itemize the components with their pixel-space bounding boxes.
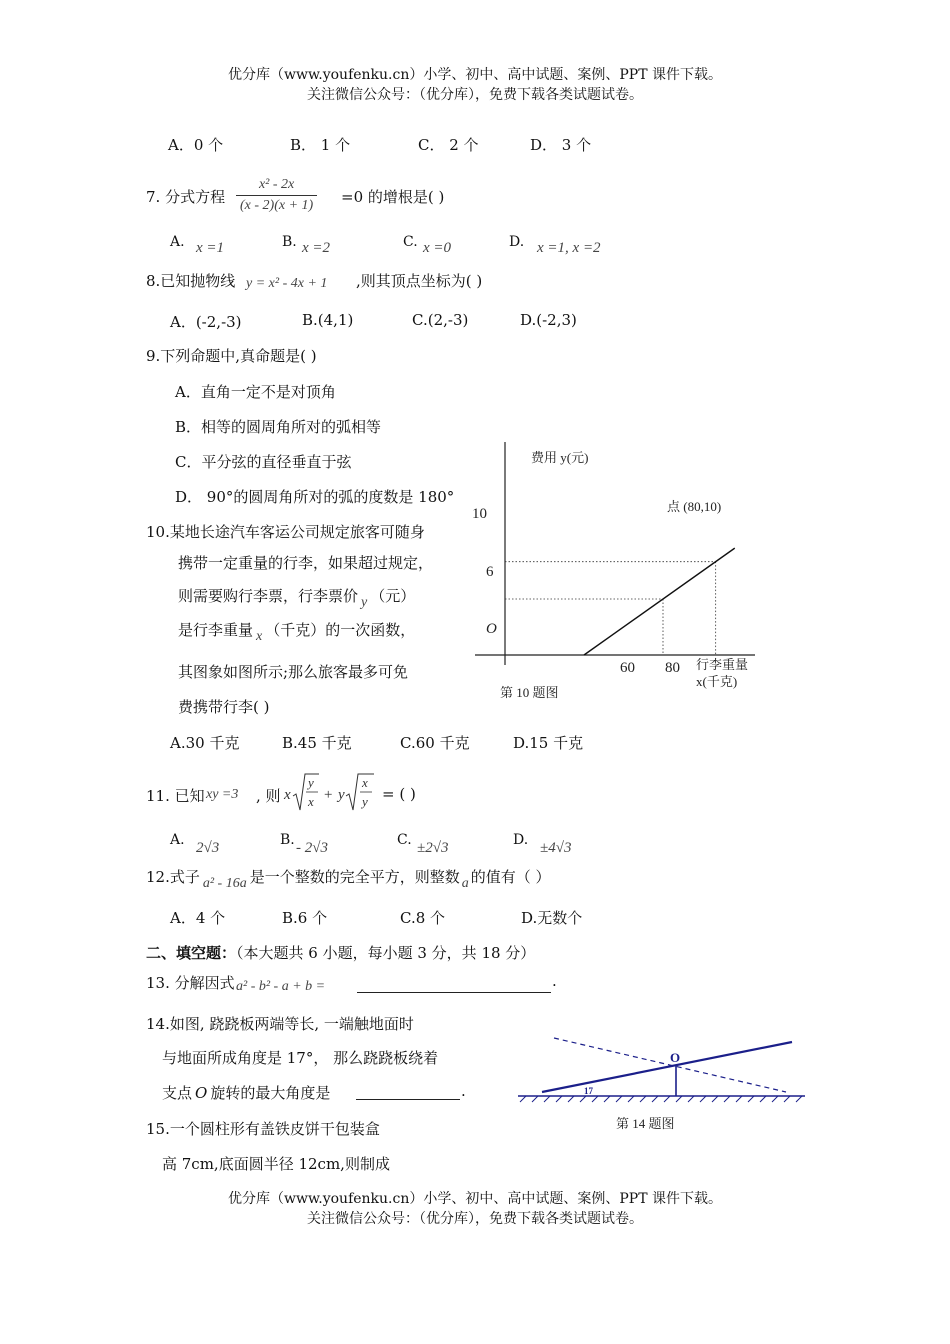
q13-prefix: 13. 分解因式	[146, 974, 235, 992]
q14-var-o: O	[195, 1084, 208, 1102]
q10-graph	[470, 440, 770, 700]
q12-option-a: A．4 个	[170, 909, 226, 927]
q11-frac2-num: x	[362, 775, 368, 790]
q8-formula: y = x² - 4x + 1	[246, 276, 328, 291]
q10-origin-label: O	[486, 621, 497, 637]
header-line-1: 优分库（www.youfenku.cn）小学、初中、高中试题、案例、PPT 课件下载。	[227, 67, 722, 83]
q12-suffix: 的值有（ ）	[470, 868, 551, 886]
q11-value-b: - 2√3	[296, 840, 328, 856]
q7-numerator: x² - 2x	[236, 175, 317, 196]
q14-line-3-b: 旋转的最大角度是	[210, 1084, 331, 1102]
q7-value-a: x =1	[196, 240, 225, 256]
q12-option-d: D.无数个	[521, 909, 583, 927]
q10-var-x: x	[256, 629, 263, 644]
q10-function-line	[584, 548, 735, 655]
q10-line-4-unit: （千克）的一次函数，	[265, 621, 416, 639]
q10-line-3	[178, 585, 416, 610]
q10-option-c: C.60 千克	[400, 734, 470, 752]
q11-radical-expression	[282, 770, 378, 816]
q9-option-b: B．相等的圆周角所对的弧相等	[175, 418, 382, 436]
q12-expr: a² - 16a	[202, 876, 247, 891]
q10-line-1: 10.某地长途汽车客运公司规定旅客可随身	[146, 523, 425, 541]
q10-x-axis-label-2: x(千克)	[696, 674, 738, 689]
q10-line-3-unit: （元）	[370, 587, 416, 605]
q10-y-axis-label: 费用 y(元)	[531, 450, 589, 465]
q15-line-1: 15.一个圆柱形有盖铁皮饼干包装盒	[146, 1120, 380, 1138]
q7-denominator: (x - 2)(x + 1)	[240, 198, 314, 213]
q13-expr: a² - b² - a + b =	[236, 979, 326, 994]
q8-option-a: A．(-2,-3)	[170, 313, 242, 331]
q11-letter-a: A.	[170, 832, 185, 848]
q11-prefix: 11. 已知	[146, 787, 205, 805]
q6-option-a: A．0 个	[168, 136, 224, 154]
q14-board-solid	[542, 1042, 792, 1092]
q7-prefix: 7. 分式方程	[146, 188, 226, 206]
q10-line-4	[178, 619, 416, 644]
q10-option-a: A.30 千克	[170, 734, 240, 752]
q11-letter-d: D.	[513, 832, 529, 848]
q12-option-c: C.8 个	[400, 909, 446, 927]
q12-prefix: 12.式子	[146, 868, 200, 886]
q11-value-c: ±2√3	[417, 840, 449, 856]
q7-value-c: x =0	[423, 240, 452, 256]
q14-pivot-label: O	[670, 1050, 681, 1065]
q10-option-b: B.45 千克	[282, 734, 352, 752]
q6-option-b: B． 1 个	[290, 136, 351, 154]
q10-line-4-text: 是行李重量	[178, 621, 254, 639]
q14-end: .	[461, 1082, 466, 1100]
q7-letter-d: D.	[509, 234, 525, 250]
q13-end: .	[552, 972, 557, 990]
q15-line-2: 高 7cm,底面圆半径 12cm,则制成	[162, 1155, 390, 1173]
q8-prefix: 8.已知抛物线	[146, 272, 236, 290]
section2-heading	[146, 942, 535, 963]
q12-line	[146, 866, 551, 891]
q11-value-a: 2√3	[196, 840, 220, 856]
q14-angle-label: 17	[584, 1086, 593, 1096]
q9-option-a: A．直角一定不是对顶角	[175, 383, 336, 401]
q9-stem: 9.下列命题中,真命题是( )	[146, 347, 317, 365]
footer-line-2: 关注微信公众号：（优分库），免费下载各类试题试卷。	[307, 1211, 643, 1227]
q14-line-3	[162, 1082, 330, 1103]
q10-tick-10: 10	[472, 506, 487, 522]
q7-value-b: x =2	[302, 240, 331, 256]
footer-line-1: 优分库（www.youfenku.cn）小学、初中、高中试题、案例、PPT 课件下载。	[227, 1191, 722, 1207]
q10-tick-60: 60	[620, 660, 635, 676]
q12-mid: 是一个整数的完全平方，则整数	[249, 868, 460, 886]
q10-caption: 第 10 题图	[500, 685, 559, 700]
q7-value-d: x =1, x =2	[537, 240, 601, 256]
q14-seesaw-figure	[510, 1030, 810, 1140]
q11-frac2-den: y	[362, 794, 368, 809]
q13-answer-blank	[357, 990, 551, 993]
q7-letter-c: C.	[403, 234, 418, 250]
q6-option-d: D． 3 个	[530, 136, 592, 154]
q10-var-y: y	[361, 595, 368, 610]
q7-letter-a: A.	[170, 234, 185, 250]
q11-x-coef: x	[284, 787, 291, 803]
q14-line-1: 14.如图, 跷跷板两端等长, 一端触地面时	[146, 1015, 414, 1033]
q8-option-d: D.(-2,3)	[520, 311, 577, 329]
header-line-2: 关注微信公众号：（优分库），免费下载各类试题试卷。	[307, 87, 643, 103]
q12-var: a	[461, 876, 469, 891]
q14-board-dashed	[554, 1038, 786, 1092]
q11-letter-c: C.	[397, 832, 412, 848]
q14-ground-hatch	[520, 1096, 802, 1102]
q11-y-coef: y	[338, 787, 345, 803]
section2-note: （本大题共 6 小题，每小题 3 分，共 18 分）	[236, 944, 536, 962]
q11-frac1-den: x	[308, 794, 314, 809]
q7-fraction	[236, 175, 317, 216]
q10-line-5: 其图象如图所示;那么旅客最多可免	[178, 663, 409, 681]
q10-point-label: 点 (80,10)	[667, 499, 722, 514]
q14-line-3-a: 支点	[162, 1084, 193, 1102]
q9-option-d: D． 90°的圆周角所对的弧的度数是 180°	[175, 488, 455, 506]
q11-frac1-num: y	[308, 775, 314, 790]
q10-line-2: 携带一定重量的行李，如果超过规定，	[178, 554, 434, 572]
q8-suffix: ,则其顶点坐标为( )	[356, 272, 483, 290]
q11-plus: +	[324, 787, 333, 803]
q7-suffix: =0 的增根是( )	[341, 188, 445, 206]
q11-suffix: = ( )	[382, 785, 416, 803]
q6-option-c: C． 2 个	[418, 136, 479, 154]
q7-letter-b: B.	[282, 234, 297, 250]
q14-answer-blank	[356, 1097, 460, 1100]
q11-mid: , 则	[256, 787, 281, 805]
q10-tick-6: 6	[486, 564, 494, 580]
q14-caption: 第 14 题图	[616, 1116, 675, 1131]
q10-line-6: 费携带行李( )	[178, 698, 270, 716]
section2-title: 二、填空题：	[146, 944, 237, 962]
q10-line-3-text: 则需要购行李票，行李票价	[178, 587, 359, 605]
q12-option-b: B.6 个	[282, 909, 328, 927]
q10-tick-80: 80	[665, 660, 680, 676]
q11-letter-b: B.	[280, 832, 295, 848]
q10-option-d: D.15 千克	[513, 734, 584, 752]
q8-option-b: B.(4,1)	[302, 311, 354, 329]
q11-given: xy =3	[206, 787, 239, 802]
q14-line-2: 与地面所成角度是 17°， 那么跷跷板绕着	[162, 1049, 439, 1067]
q9-option-c: C．平分弦的直径垂直于弦	[175, 453, 352, 471]
q10-x-axis-label-1: 行李重量	[696, 657, 749, 672]
q11-value-d: ±4√3	[540, 840, 572, 856]
q8-option-c: C.(2,-3)	[412, 311, 469, 329]
